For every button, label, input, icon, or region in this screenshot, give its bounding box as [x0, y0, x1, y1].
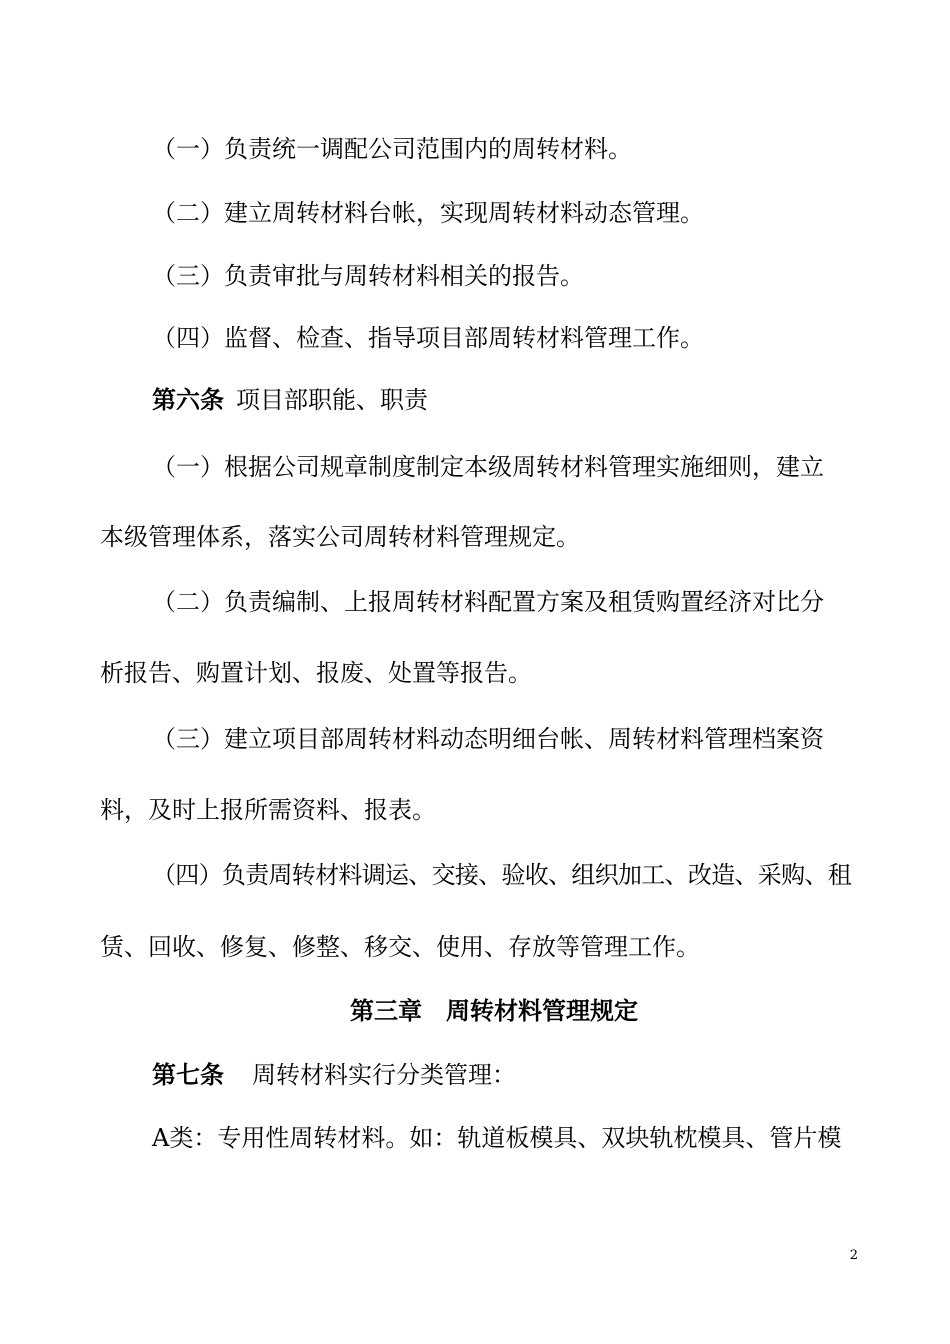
- duty-item-2: （二）建立周转材料台帐，实现周转材料动态管理。: [152, 199, 704, 227]
- duty-item-3: （三）负责审批与周转材料相关的报告。: [152, 262, 584, 290]
- article-6-heading: [152, 385, 428, 415]
- article-6-label: 第六条: [152, 385, 224, 414]
- article-7-title: 周转材料实行分类管理：: [252, 1061, 516, 1089]
- article-6-item-1-line-2: 本级管理体系，落实公司周转材料管理规定。: [100, 523, 580, 551]
- article-6-item-1-line-1: （一）根据公司规章制度制定本级周转材料管理实施细则，建立: [152, 453, 824, 481]
- chapter-3-title: 第三章 周转材料管理规定: [350, 996, 638, 1025]
- article-6-item-3-line-1: （三）建立项目部周转材料动态明细台帐、周转材料管理档案资: [152, 725, 824, 753]
- article-6-item-2-line-2: 析报告、购置计划、报废、处置等报告。: [100, 659, 532, 687]
- article-7-label: 第七条: [152, 1060, 224, 1089]
- article-6-item-4-line-2: 赁、回收、修复、修整、移交、使用、存放等管理工作。: [100, 933, 700, 961]
- article-6-item-3-line-2: 料，及时上报所需资料、报表。: [100, 796, 436, 824]
- article-7-heading: [152, 1060, 516, 1090]
- class-a-line: A类：专用性周转材料。如：轨道板模具、双块轨枕模具、管片模: [152, 1124, 842, 1152]
- page-number: 2: [849, 1248, 858, 1263]
- duty-item-4: （四）监督、检查、指导项目部周转材料管理工作。: [152, 324, 704, 352]
- duty-item-1: （一）负责统一调配公司范围内的周转材料。: [152, 135, 632, 163]
- article-6-item-2-line-1: （二）负责编制、上报周转材料配置方案及租赁购置经济对比分: [152, 588, 824, 616]
- article-6-title: 项目部职能、职责: [236, 386, 428, 414]
- article-6-item-4-line-1: （四）负责周转材料调运、交接、验收、组织加工、改造、采购、租: [152, 861, 851, 889]
